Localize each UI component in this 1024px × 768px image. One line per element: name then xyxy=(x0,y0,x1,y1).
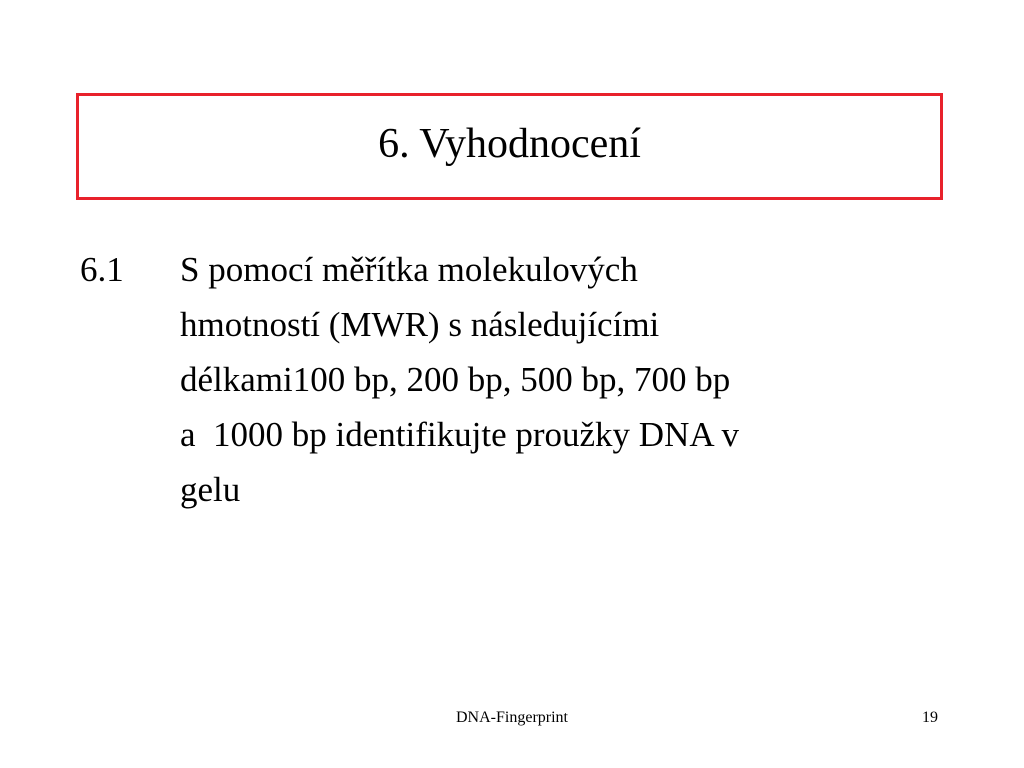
item-text-line: délkami100 bp, 200 bp, 500 bp, 700 bp xyxy=(180,360,731,399)
footer-title: DNA-Fingerprint xyxy=(456,709,568,726)
item-text-line: hmotností (MWR) s následujícími xyxy=(180,305,660,344)
item-text-line: S pomocí měřítka molekulových xyxy=(180,250,638,289)
page-number: 19 xyxy=(922,709,938,726)
title-box xyxy=(76,93,943,200)
item-text-line: a 1000 bp identifikujte proužky DNA v xyxy=(180,415,739,454)
content-list-item xyxy=(80,242,960,517)
item-number: 6.1 xyxy=(80,250,124,289)
item-text xyxy=(180,242,920,517)
item-text-line: gelu xyxy=(180,470,241,509)
slide-title: 6. Vyhodnocení xyxy=(378,120,641,167)
